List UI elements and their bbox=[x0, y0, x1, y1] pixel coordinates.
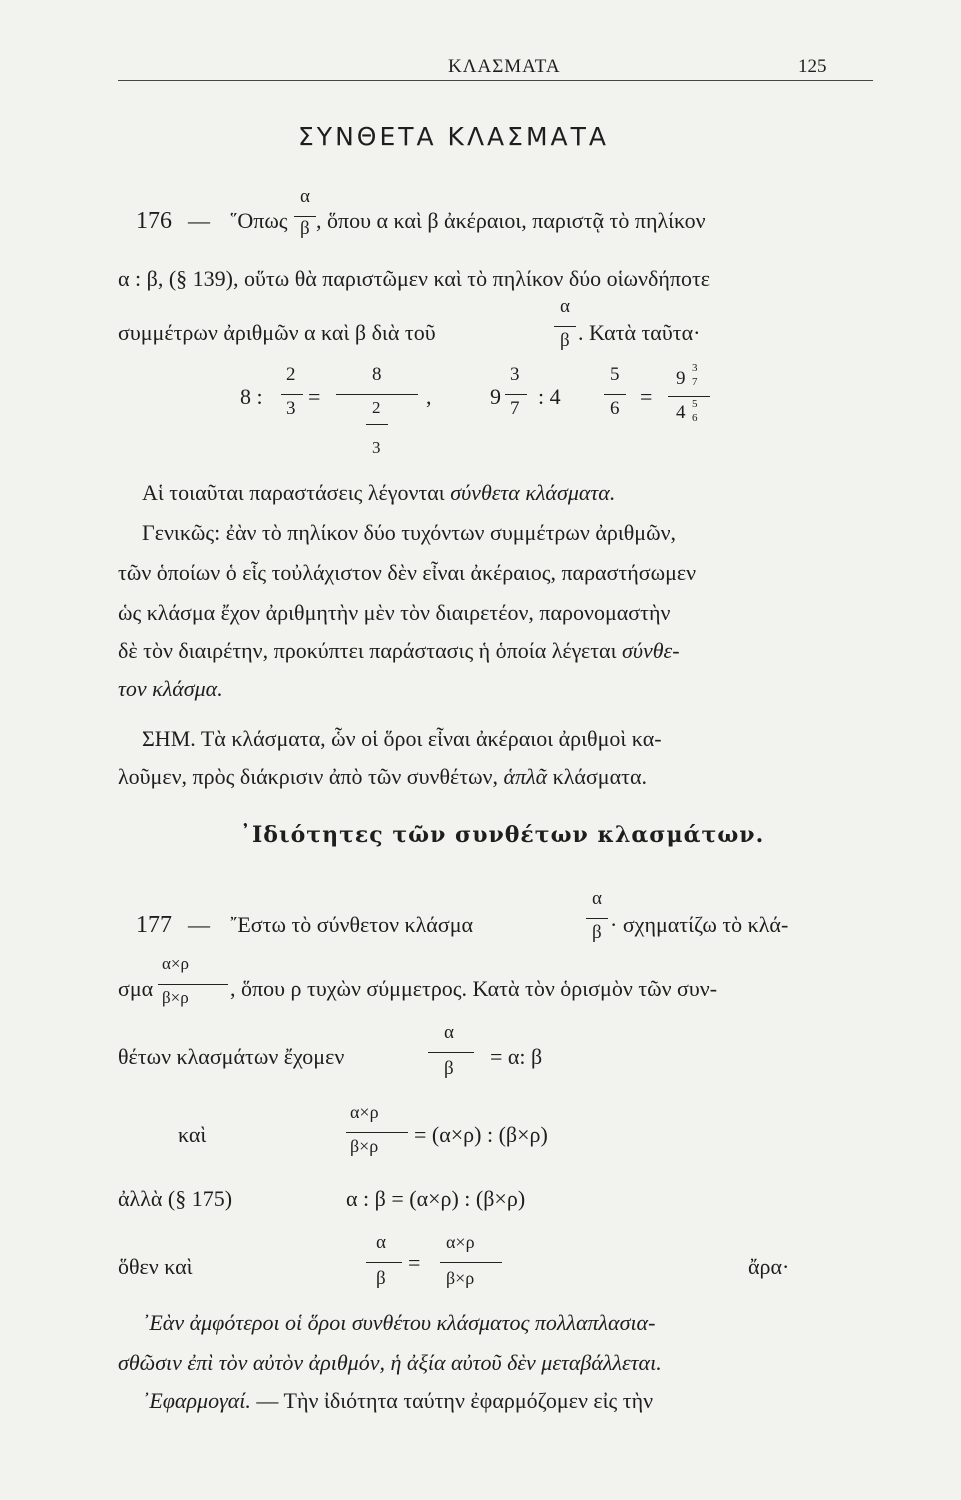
fraction-numerator: 5 bbox=[610, 364, 620, 385]
text-line: . Κατὰ ταῦτα· bbox=[578, 320, 701, 345]
fraction-bar bbox=[336, 394, 418, 395]
italic-term: ἁπλᾶ bbox=[503, 764, 548, 789]
fraction-denominator: β bbox=[592, 922, 602, 943]
fraction-denominator: β×ρ bbox=[446, 1268, 475, 1288]
italic-term: σύνθετα κλάσματα. bbox=[450, 480, 616, 505]
text-line: θέτων κλασμάτων ἔχομεν bbox=[118, 1044, 345, 1069]
fraction-numerator: α bbox=[560, 296, 570, 317]
equals-sign: = bbox=[640, 384, 653, 409]
text-line: ῎Εστω τὸ σύνθετον κλάσμα bbox=[230, 912, 474, 937]
text-line: σμα bbox=[118, 976, 154, 1001]
fraction-numerator: α bbox=[376, 1232, 386, 1253]
fraction-bar bbox=[586, 918, 608, 919]
text-span: δὲ τὸν διαιρέτην, προκύπτει παράστασις ἡ ὁποία λέγεται bbox=[118, 638, 622, 663]
text-span: λοῦμεν, πρὸς διάκρισιν ἀπὸ τῶν συνθέτων, bbox=[118, 764, 504, 789]
text-line: συμμέτρων ἀριθμῶν α καὶ β διὰ τοῦ bbox=[118, 320, 436, 345]
fraction-numerator: α×ρ bbox=[446, 1232, 475, 1252]
fraction-numerator: α bbox=[300, 186, 310, 207]
fraction-denominator: 7 bbox=[692, 376, 698, 388]
subheading: ᾿Ιδιότητες τῶν συνθέτων κλασμάτων. bbox=[240, 822, 765, 848]
fraction-numerator: 8 bbox=[372, 364, 382, 385]
comma: , bbox=[426, 384, 432, 409]
text-line: , ὅπου α καὶ β ἀκέραιοι, παριστᾷ τὸ πηλίκον bbox=[316, 208, 706, 233]
note-line bbox=[118, 764, 647, 790]
text-span: — Τὴν ἰδιότητα ταύτην ἐφαρμόζομεν εἰς τὴν bbox=[250, 1388, 654, 1413]
label: ὅθεν καὶ bbox=[118, 1254, 193, 1279]
text-line: , ὅπου ρ τυχὼν σύμμετρος. Κατὰ τὸν ὁρισμὸν τῶν συν- bbox=[230, 976, 718, 1001]
text-line: α : β, (§ 139), οὕτω θὰ παριστῶμεν καὶ τὸ πηλίκον δύο οἱωνδήποτε bbox=[118, 266, 711, 291]
label: ἀλλὰ (§ 175) bbox=[118, 1186, 233, 1211]
fraction-bar bbox=[366, 424, 388, 425]
colon-whole: : 4 bbox=[538, 384, 561, 409]
fraction-denominator: 6 bbox=[692, 412, 698, 424]
whole-number: 9 bbox=[676, 368, 686, 389]
page-number: 125 bbox=[798, 56, 827, 77]
example-1-lead: 8 : bbox=[240, 384, 263, 409]
text-line: ὡς κλάσμα ἔχον ἀριθμητὴν μὲν τὸν διαιρετέον, παρονομαστὴν bbox=[118, 600, 671, 625]
fraction-bar bbox=[428, 1052, 474, 1053]
text-line: Γενικῶς: ἐὰν τὸ πηλίκον δύο τυχόντων συμμέτρων ἀριθμῶν, bbox=[142, 520, 677, 545]
fraction-bar bbox=[554, 326, 576, 327]
fraction-bar bbox=[505, 394, 527, 395]
text-line: · σχηματίζω τὸ κλά- bbox=[610, 912, 789, 937]
fraction-numerator: α bbox=[592, 888, 602, 909]
fraction-denominator: β bbox=[376, 1268, 386, 1289]
lead-word: ῞Οπως bbox=[230, 208, 288, 233]
fraction-denominator: 7 bbox=[510, 398, 520, 419]
rule-line: ᾿Εὰν ἀμφότεροι οἱ ὅροι συνθέτου κλάσματος πολλαπλασια- bbox=[142, 1310, 656, 1335]
fraction-denominator: β×ρ bbox=[350, 1136, 379, 1156]
text-line: = α: β bbox=[490, 1044, 543, 1069]
applications-line bbox=[142, 1388, 653, 1414]
section-title: ΣΥΝΘΕΤΑ ΚΛΑΣΜΑΤΑ bbox=[298, 122, 610, 151]
fraction-denominator: 3 bbox=[286, 398, 296, 419]
fraction-denominator: β bbox=[300, 218, 310, 239]
fraction-numerator: α×ρ bbox=[162, 954, 189, 973]
label: καὶ bbox=[178, 1122, 207, 1147]
text-line: τῶν ὁποίων ὁ εἷς τοὐλάχιστον δὲν εἶναι ἀκέραιος, παραστήσωμεν bbox=[118, 560, 697, 585]
fraction-denominator: 6 bbox=[610, 398, 620, 419]
text-line: ἄρα· bbox=[748, 1254, 790, 1279]
fraction-bar bbox=[440, 1262, 502, 1263]
fraction-denominator: β bbox=[560, 330, 570, 351]
equals-sign: = bbox=[308, 384, 321, 409]
note-line: ΣΗΜ. Τὰ κλάσματα, ὧν οἱ ὅροι εἶναι ἀκέραιοι ἀριθμοὶ κα- bbox=[142, 726, 662, 751]
whole-number: 9 bbox=[490, 384, 501, 409]
fraction-bar bbox=[668, 396, 710, 397]
equation: = (α×ρ) : (β×ρ) bbox=[414, 1122, 548, 1147]
fraction-numerator: 3 bbox=[692, 362, 698, 374]
text-line bbox=[142, 480, 615, 506]
fraction-denominator: β×ρ bbox=[162, 988, 189, 1007]
running-title: ΚΛΑΣΜΑΤΑ bbox=[448, 56, 561, 77]
fraction-bar bbox=[281, 394, 303, 395]
text-line bbox=[118, 638, 680, 664]
text-line: τον κλάσμα. bbox=[118, 676, 223, 701]
applications-label: ᾿Εφαρμογαί. bbox=[142, 1388, 251, 1413]
italic-term: σύνθε- bbox=[622, 638, 680, 663]
header-rule bbox=[118, 80, 873, 81]
equals-sign: = bbox=[408, 1250, 421, 1275]
dash: — bbox=[188, 912, 210, 937]
text-span: Αἱ τοιαῦται παραστάσεις λέγονται bbox=[142, 480, 451, 505]
fraction-numerator: α×ρ bbox=[350, 1102, 379, 1122]
text-span: κλάσματα. bbox=[547, 764, 647, 789]
fraction-bar bbox=[604, 394, 626, 395]
fraction-numerator: 3 bbox=[510, 364, 520, 385]
whole-number: 4 bbox=[676, 402, 686, 423]
fraction-numerator: α bbox=[444, 1022, 454, 1043]
paragraph-number: 176 bbox=[136, 208, 172, 234]
equation: α : β = (α×ρ) : (β×ρ) bbox=[346, 1186, 526, 1211]
fraction-numerator: 2 bbox=[372, 398, 381, 417]
fraction-bar bbox=[158, 984, 228, 985]
fraction-numerator: 2 bbox=[286, 364, 296, 385]
fraction-bar bbox=[366, 1262, 402, 1263]
dash: — bbox=[188, 208, 210, 233]
paragraph-number: 177 bbox=[136, 912, 172, 938]
fraction-bar bbox=[346, 1132, 408, 1133]
fraction-denominator: 3 bbox=[372, 438, 381, 457]
rule-line: σθῶσιν ἐπὶ τὸν αὐτὸν ἀριθμόν, ἡ ἀξία αὐτοῦ δὲν μεταβάλλεται. bbox=[118, 1350, 662, 1375]
fraction-numerator: 5 bbox=[692, 398, 698, 410]
fraction-denominator: β bbox=[444, 1058, 454, 1079]
